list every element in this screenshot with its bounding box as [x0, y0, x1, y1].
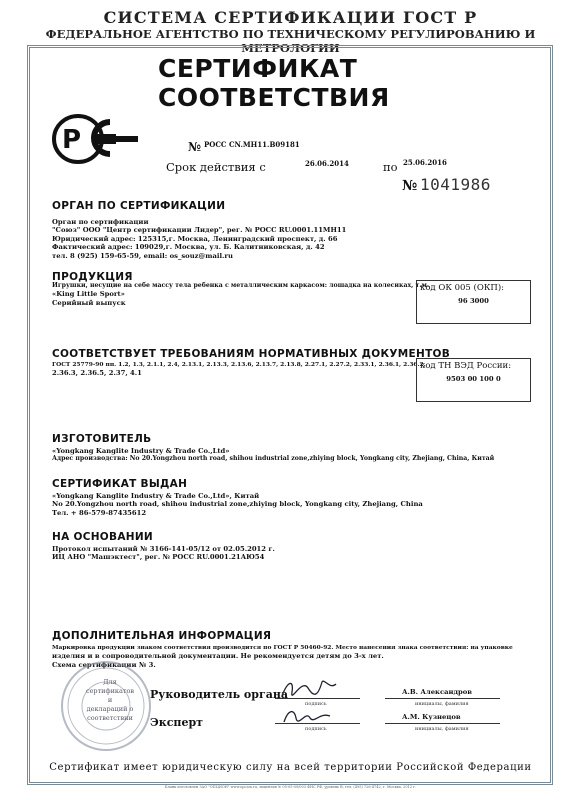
head-name-caption: инициалы, фамилия [415, 701, 469, 707]
okp-code-label: код ОК 005 (ОКП): [420, 283, 504, 293]
tnved-code-value: 9503 00 100 0 [446, 375, 501, 383]
extra-info-line: Схема сертификации № 3. [52, 660, 156, 669]
expert-signature-icon [280, 704, 335, 728]
basis-heading: НА ОСНОВАНИИ [52, 531, 154, 543]
head-name-line [385, 698, 500, 699]
cert-body-block [52, 218, 492, 260]
okp-code-box [416, 280, 531, 324]
head-label: Руководитель органа [150, 688, 289, 701]
reg-number: РОСС CN.МН11.В09181 [204, 140, 300, 149]
cert-body-line: Фактический адрес: 109029,г. Москва, ул. Б. Калитниковская, д. 42 [52, 243, 325, 252]
expert-name-line [385, 723, 500, 724]
product-line: Серийный выпуск [52, 298, 126, 307]
conformity-block [52, 361, 426, 378]
certification-system-title: СИСТЕМА СЕРТИФИКАЦИИ ГОСТ Р [103, 8, 478, 27]
stamp-line: соответствии [87, 714, 133, 722]
extra-info-line: Маркировка продукции знаком соответствия производится по ГОСТ Р 50460-92. Место нанесения знака соответствия: на упаковке [52, 644, 513, 651]
manufacturer-line: Адрес производства: No 20.Yongzhou north road, shihou industrial zone,zhiying block, Yongkang city, Zhejiang, China, Китай [52, 455, 495, 463]
cert-body-heading: ОРГАН ПО СЕРТИФИКАЦИИ [52, 200, 226, 212]
validity-to-label: по [383, 160, 398, 174]
reg-number-label: № [188, 140, 202, 154]
issued-to-block [52, 492, 532, 517]
cert-body-line: Юридический адрес: 125315,г. Москва, Ленинградский проспект, д. 66 [52, 234, 338, 243]
tnved-code-box [416, 358, 531, 402]
product-line: Игрушки, несущие на себе массу тела ребенка с металлическим каркасом: лошадка на колесиках, т.м. [52, 282, 429, 289]
issued-to-heading: СЕРТИФИКАТ ВЫДАН [52, 478, 188, 490]
printer-imprint: Бланк изготовлен ЗАО "ОПЦИОН" www.opcion.ru, лицензия № 05-05-09/003 ФНС РФ, уровень В, тел. (495) 726-4742, г. Москва, 2012 г. [164, 785, 417, 789]
head-signature-caption: подпись [305, 701, 327, 707]
validity-from: 26.06.2014 [305, 159, 349, 168]
tnved-code-label: код ТН ВЭД России: [420, 361, 512, 371]
okp-code-value: 96 3000 [458, 297, 489, 305]
cert-body-line: "Союз" ООО "Центр сертификации Лидер", рег. № РОСС RU.0001.11МН11 [52, 226, 347, 235]
validity-label: Срок действия с [166, 160, 266, 174]
product-line: «King Little Sport» [52, 290, 125, 299]
agency-title: ФЕДЕРАЛЬНОЕ АГЕНТСТВО ПО ТЕХНИЧЕСКОМУ РЕГУЛИРОВАНИЮ И МЕТРОЛОГИИ [45, 27, 536, 55]
cert-body-line: Орган по сертификации [52, 218, 149, 226]
head-signature-icon [278, 676, 338, 702]
issued-to-line: No 20.Yongzhou north road, shihou industrial zone,zhiying block, Yongkang city, Zhejiang, China [52, 500, 423, 509]
manufacturer-heading: ИЗГОТОВИТЕЛЬ [52, 433, 152, 445]
expert-name-caption: инициалы, фамилия [415, 726, 469, 732]
stamp-line: Для [103, 678, 117, 686]
conformity-line: 2.36.3, 2.36.5, 2.37, 4.1 [52, 369, 142, 378]
legal-footer: Сертификат имеет юридическую силу на всей территории Российской Федерации [49, 762, 532, 773]
serial-label: № [402, 178, 418, 194]
stamp-text [85, 678, 135, 723]
basis-line: Протокол испытаний № 3166-141-05/12 от 02.05.2012 г. [52, 545, 275, 553]
cert-body-line: тел. 8 (925) 159-65-59, email: os_souz@mail.ru [52, 251, 233, 260]
validity-to: 25.06.2016 [403, 158, 447, 167]
basis-block [52, 545, 532, 562]
serial-number: 1041986 [420, 175, 491, 194]
extra-info-heading: ДОПОЛНИТЕЛЬНАЯ ИНФОРМАЦИЯ [52, 630, 272, 642]
issued-to-line: «Yongkang Kanglite Industry & Trade Co.,Ltd», Китай [52, 492, 260, 500]
conformity-line: ГОСТ 25779-90 пп. 1.2, 1.3, 2.1.1, 2.4, 2.13.1, 2.13.3, 2.13.6, 2.13.7, 2.13.8, 2.27.1, 2.27.2, 2.33.1, 2.36.1, 2.36.2, [52, 361, 426, 368]
manufacturer-block [52, 447, 532, 464]
expert-signature-caption: подпись [305, 726, 327, 732]
product-heading: ПРОДУКЦИЯ [52, 271, 133, 283]
expert-label: Эксперт [150, 716, 203, 729]
issued-to-line: Тел. + 86-579-87435612 [52, 508, 147, 517]
stamp-line: деклараций о [86, 705, 134, 713]
gost-r-rst-logo-icon [52, 112, 140, 164]
stamp-line: сертификатов и [85, 687, 135, 704]
extra-info-line: изделия и в сопроводительной документации. Не рекомендуется детям до 3-х лет. [52, 652, 384, 661]
product-block [52, 282, 429, 307]
certificate-title: СЕРТИФИКАТ СООТВЕТСТВИЯ [158, 54, 390, 112]
expert-name: А.М. Кузнецов [402, 713, 461, 721]
svg-text:Р: Р [62, 125, 82, 155]
manufacturer-line: «Yongkang Kanglite Industry & Trade Co.,Ltd» [52, 447, 230, 455]
basis-line: ИЦ АНО "Машэктест", рег. № РОСС RU.0001.21АЮ54 [52, 553, 265, 562]
head-name: А.В. Александров [402, 688, 472, 696]
conformity-heading: СООТВЕТСТВУЕТ ТРЕБОВАНИЯМ НОРМАТИВНЫХ ДОКУМЕНТОВ [52, 348, 451, 360]
